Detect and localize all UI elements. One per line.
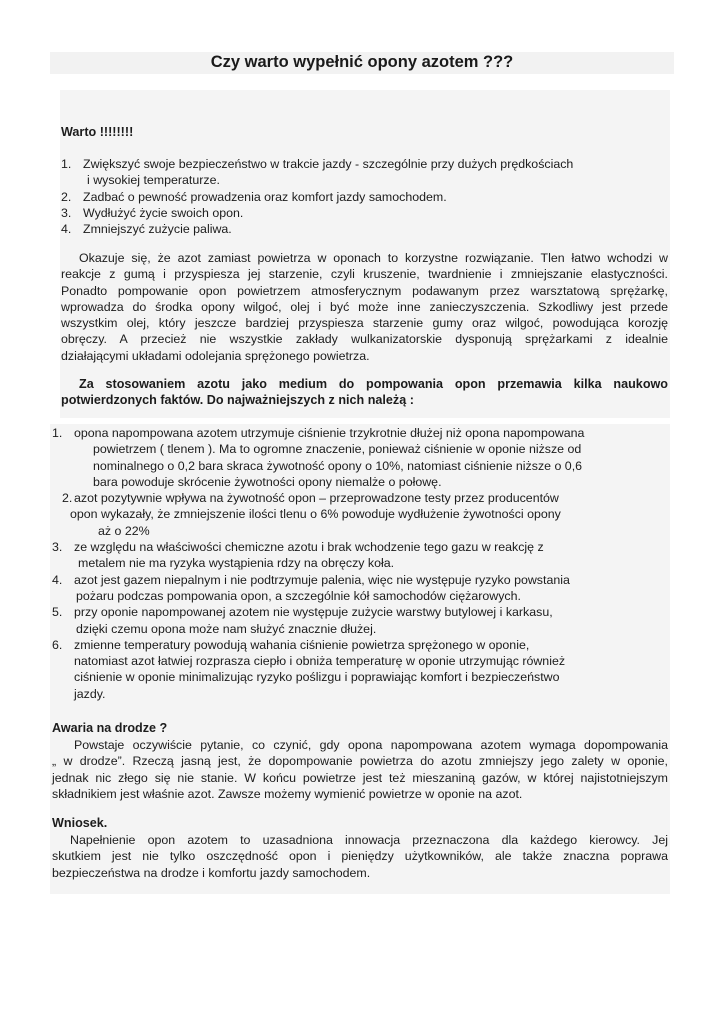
list-number: 1. (52, 426, 63, 440)
text-line: pożaru podczas pompowania opon, a szczególnie kół samochodów ciężarowych. (76, 588, 521, 603)
text-line: nominalnego o 0,2 bara skraca żywotność opony o 10%, natomiast ciśnienie niższe o 0,6 (93, 458, 583, 473)
text-line: Powstaje oczywiście pytanie, co czynić, gdy opona napompowana azotem wymaga dopompowania (74, 738, 668, 752)
list-item (52, 637, 667, 702)
list-item-text: Zmniejszyć zużycie paliwa. (83, 222, 232, 237)
text-line: opon wykazały, że zmniejszenie ilości tlenu o 6% powoduje wydłużenie żywotności opony (70, 507, 561, 522)
list-item (52, 604, 667, 637)
list-item (52, 425, 667, 490)
text-line: metalem nie ma ryzyka wystąpienia rdzy na obręczy koła. (78, 556, 395, 571)
page-title: Czy warto wypełnić opony azotem ??? (210, 53, 514, 71)
text-line: azot pozytywnie wpływa na żywotność opon – przeprowadzone testy przez producentów (74, 491, 559, 506)
list-item-text (52, 637, 667, 702)
section-heading: Warto !!!!!!!! (61, 125, 134, 139)
list-item (61, 205, 661, 221)
list-item-text (52, 490, 667, 539)
text-line: i wysokiej temperaturze. (87, 173, 220, 188)
list-number: 4. (52, 572, 63, 587)
list-item-text (52, 572, 667, 605)
text-line: opona napompowana azotem utrzymuje ciśnienie trzykrotnie dłużej niż opona napompowana (74, 426, 585, 440)
list-item (52, 539, 667, 572)
text-line: reakcje z gumą i przyspiesza jej starzenie, czyli kruszenie, twardnienie i zmniejszanie elastyczności. (61, 267, 668, 282)
text-line: składnikiem jest właśnie azot. Zawsze możemy wymienić powietrze w oponie na azot. (52, 786, 523, 801)
text-line: jazdy. (74, 686, 106, 701)
text-line: wszystkim olej, który jeszcze bardziej przyspiesza starzenie gumy oraz wilgoć, powodująca korozję (61, 316, 668, 331)
list-number: 3. (52, 540, 63, 555)
text-line: Okazuje się, że azot zamiast powietrza w oponach to korzystne rozwiązanie. Tlen łatwo wchodzi w (79, 251, 668, 265)
text-line: azot jest gazem niepalnym i nie podtrzymuje palenia, więc nie występuje ryzyko powstania (74, 572, 570, 587)
list-number: 3. (61, 205, 72, 220)
list-item-text: Wydłużyć życie swoich opon. (83, 205, 244, 220)
list-item-text (61, 156, 661, 189)
text-line: dzięki czemu opona może nam służyć znacznie dłużej. (76, 621, 377, 636)
facts-list (52, 425, 667, 702)
text-line: wprowadza do środka opony wilgoć, olej i być może inne zanieczyszczenia. Szkodliwy jest przede (61, 299, 668, 314)
list-number: 6. (52, 637, 63, 652)
text-line: potwierdzonych faktów. Do najważniejszych z nich należą : (61, 393, 414, 408)
section-heading: Awaria na drodze ? (52, 721, 168, 735)
text-line: skutkiem jest nie tylko oszczędność opon i pieniędzy użytkowników, ale także znaczna poprawa (52, 849, 668, 864)
text-line: bezpieczeństwa na drodze i komfortu jazdy samochodem. (52, 865, 371, 880)
list-item-text: Zadbać o pewność prowadzenia oraz komfort jazdy samochodem. (83, 189, 447, 204)
text-line: Napełnienie opon azotem to uzasadniona innowacja przeznaczona dla każdego kierowcy. Jej (70, 833, 668, 847)
text-line: Za stosowaniem azotu jako medium do pompowania opon przemawia kilka naukowo (79, 377, 668, 391)
facts-intro (61, 376, 668, 409)
text-line: jednak nic złego się nie stanie. W końcu powietrze jest też mieszaniną gazów, w której najistotniejszym (52, 770, 668, 785)
list-item-text (52, 539, 667, 572)
text-line: działającymi układami odolejania sprężonego powietrza. (61, 348, 370, 363)
text-line: ciśnienie w oponie minimalizując ryzyko poślizgu i poprawiając komfort i bezpieczeństwo (74, 670, 560, 685)
list-number: 5. (52, 605, 63, 620)
list-number: 2. (62, 491, 73, 506)
list-item-text (52, 604, 667, 637)
intro-paragraph (61, 250, 668, 364)
breakdown-paragraph (52, 737, 668, 802)
text-line: bara powoduje skrócenie żywotności opony niemalże o połowę. (93, 474, 442, 489)
text-line: obręczy. A przecież nie wszystkie zakłady wulkanizatorskie dysponują sprężarkami z idealnie (61, 332, 668, 347)
text-line: „ w drodze”. Rzeczą jasną jest, że dopompowanie powietrza do azotu zmniejszy jego zalety w oponie, (52, 754, 668, 769)
benefits-list (61, 156, 661, 237)
text-line: ze względu na właściwości chemiczne azotu i brak wchodzenie tego gazu w reakcję z (74, 540, 544, 555)
text-line: przy oponie napompowanej azotem nie występuje zużycie warstwy butylowej i karkasu, (74, 605, 553, 620)
list-item (61, 189, 661, 205)
list-item (61, 156, 661, 189)
text-line: Ponadto pompowanie opon powietrzem atmosferycznym podawanym przez warsztatową sprężarkę, (61, 283, 668, 298)
text-line: zmienne temperatury powodują wahania ciśnienie powietrza sprężonego w oponie, (74, 637, 530, 652)
list-item (52, 490, 667, 539)
text-line: powietrzem ( tlenem ). Ma to ogromne znaczenie, ponieważ ciśnienie w oponie niższe od (93, 442, 582, 457)
list-number: 2. (61, 189, 72, 204)
list-item-text (52, 425, 667, 490)
list-item (61, 221, 661, 237)
text-line: aż o 22% (98, 523, 150, 538)
list-number: 1. (61, 157, 72, 171)
conclusion-paragraph (52, 832, 668, 881)
text-line: natomiast azot łatwiej rozprasza ciepło i obniża temperaturę w oponie utrzymując również (74, 654, 566, 669)
list-item (52, 572, 667, 605)
text-line: Zwiększyć swoje bezpieczeństwo w trakcie jazdy - szczególnie przy dużych prędkościach (83, 157, 574, 171)
list-number: 4. (61, 222, 72, 237)
section-heading: Wniosek. (52, 816, 108, 830)
